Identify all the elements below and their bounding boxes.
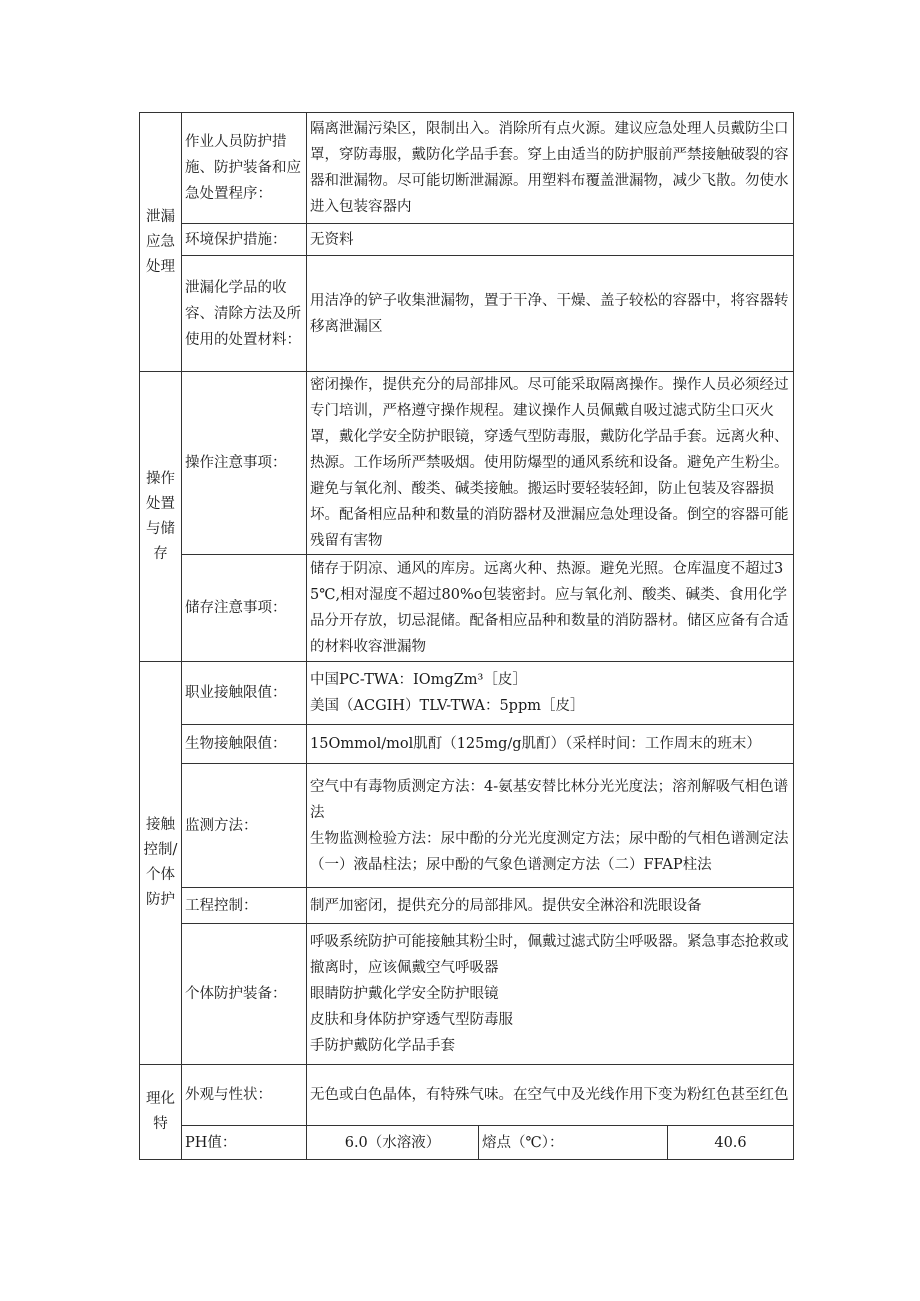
melting-point-value: 40.6: [668, 1126, 794, 1160]
melting-point-label: 熔点（℃）：: [479, 1126, 668, 1160]
table-row: [140, 888, 794, 924]
value-line: 皮肤和身体防护穿透气型防毒服: [310, 1012, 513, 1028]
table-row: [140, 725, 794, 764]
value-line: 中国PC-TWA：IOmgZm³［皮］: [310, 672, 527, 688]
table-row: [140, 1065, 794, 1126]
row-label: 泄漏化学品的收容、清除方法及所使用的处置材料：: [182, 256, 307, 372]
value-line: 呼吸系统防护可能接触其粉尘时，佩戴过滤式防尘呼吸器。紧急事态抢救或撤离时，应该佩戴空气呼吸器: [310, 934, 789, 976]
row-value: 制严加密闭，提供充分的局部排风。提供安全淋浴和洗眼设备: [307, 888, 794, 924]
row-label: 工程控制：: [182, 888, 307, 924]
table-row: [140, 113, 794, 224]
row-value: 15Ommol∕mol肌酊（125mg∕g肌酊）（采样时间：工作周末的班末）: [307, 725, 794, 764]
table-row: [140, 1126, 794, 1160]
row-label: 外观与性状：: [182, 1065, 307, 1126]
row-value: [307, 924, 794, 1065]
msds-table: [139, 112, 794, 1160]
row-value: 储存于阴凉、通风的库房。远离火种、热源。避免光照。仓库温度不超过35℃,相对湿度不超过80%o包装密封。应与氧化剂、酸类、碱类、食用化学品分开存放，切忌混储。配备相应品种和数量的消防器材。储区应备有合适的材料收容泄漏物: [307, 555, 794, 662]
row-value: [307, 662, 794, 725]
table-row: [140, 764, 794, 888]
row-value: 无色或白色晶体，有特殊气味。在空气中及光线作用下变为粉红色甚至红色: [307, 1065, 794, 1126]
ph-value: 6.0（水溶液）: [307, 1126, 479, 1160]
table-row: [140, 555, 794, 662]
row-value: 密闭操作，提供充分的局部排风。尽可能采取隔离操作。操作人员必须经过专门培训，严格遵守操作规程。建议操作人员佩戴自吸过滤式防尘口灭火罩，戴化学安全防护眼镜，穿透气型防毒服，戴防化学品手套。远离火种、热源。工作场所严禁吸烟。使用防爆型的通风系统和设备。避免产生粉尘。避免与氧化剂、酸类、碱类接触。搬运时要轻装轻卸，防止包装及容器损坏。配备相应品种和数量的消防器材及泄漏应急处理设备。倒空的容器可能残留有害物: [307, 372, 794, 555]
row-label: PH值：: [182, 1126, 307, 1160]
row-label: 储存注意事项：: [182, 555, 307, 662]
section-title-exposure: 接触控制/个体防护: [140, 662, 182, 1065]
row-value: [307, 764, 794, 888]
row-value: 无资料: [307, 224, 794, 256]
row-label: 环境保护措施：: [182, 224, 307, 256]
table-row: [140, 662, 794, 725]
row-label: 个体防护装备：: [182, 924, 307, 1065]
row-label: 职业接触限值：: [182, 662, 307, 725]
table-row: [140, 924, 794, 1065]
row-value: 用洁净的铲子收集泄漏物，置于干净、干燥、盖子较松的容器中，将容器转移离泄漏区: [307, 256, 794, 372]
row-value: 隔离泄漏污染区，限制出入。消除所有点火源。建议应急处理人员戴防尘口罩，穿防毒服，戴防化学品手套。穿上由适当的防护服前严禁接触破裂的容器和泄漏物。尽可能切断泄漏源。用塑料布覆盖泄漏物，减少飞散。勿使水进入包装容器内: [307, 113, 794, 224]
value-line: 眼睛防护戴化学安全防护眼镜: [310, 986, 499, 1002]
table-row: [140, 224, 794, 256]
value-line: 生物监测检验方法：尿中酚的分光光度测定方法；尿中酚的气相色谱测定法（一）液晶柱法；尿中酚的气象色谱测定方法（二）FFAP柱法: [310, 830, 789, 873]
value-line: 美国（ACGIH）TLV-TWA：5ppm［皮］: [310, 698, 585, 714]
row-label: 监测方法：: [182, 764, 307, 888]
section-title-handling: 操作处置与储存: [140, 372, 182, 662]
section-title-spill: 泄漏应急处理: [140, 113, 182, 372]
row-label: 生物接触限值：: [182, 725, 307, 764]
row-label: 操作注意事项：: [182, 372, 307, 555]
value-line: 手防护戴防化学品手套: [310, 1038, 455, 1054]
value-line: 空气中有毒物质测定方法：4-氨基安替比林分光光度法；溶剂解吸气相色谱法: [310, 778, 789, 821]
table-row: [140, 256, 794, 372]
row-label: 作业人员防护措施、防护装备和应急处置程序：: [182, 113, 307, 224]
table-row: [140, 372, 794, 555]
section-title-physchem: 理化特: [140, 1065, 182, 1160]
